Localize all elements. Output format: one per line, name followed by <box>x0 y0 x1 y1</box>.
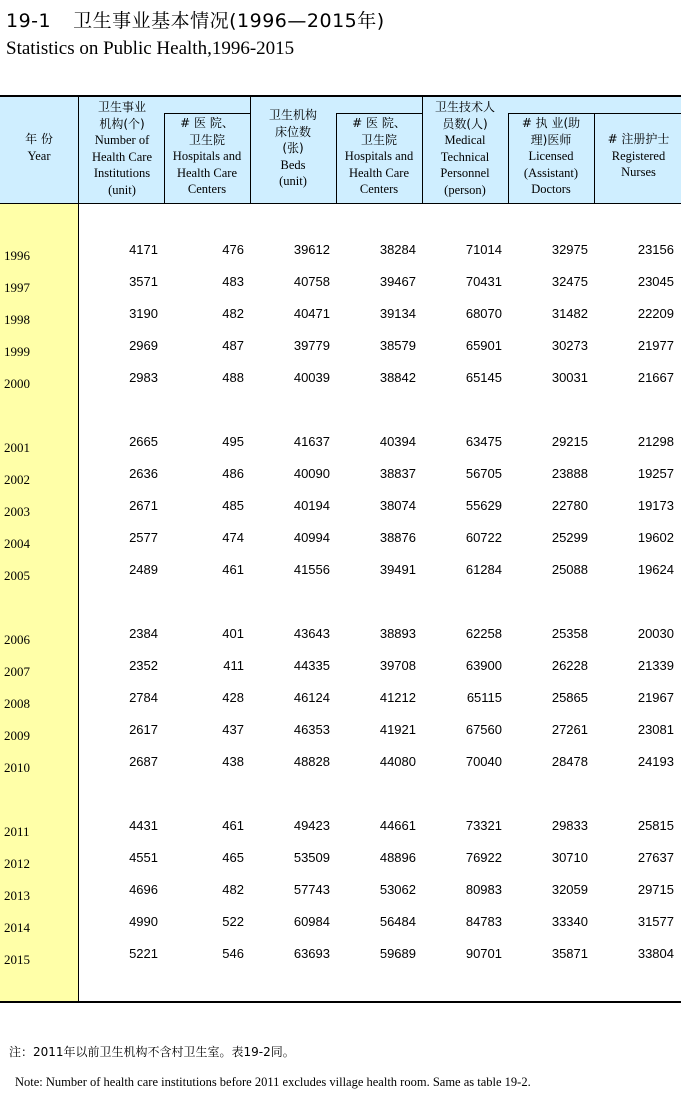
table-row <box>0 530 681 550</box>
note-english: Note: Number of health care institutions before 2011 excludes village health room. Same as table 19-2. <box>15 1075 531 1089</box>
row-value: 21967 <box>637 690 674 705</box>
row-value: 33804 <box>637 946 674 961</box>
row-value: 63900 <box>465 658 502 673</box>
title-chinese-text: 卫生事业基本情况(1996—2015年) <box>73 10 385 32</box>
header-divider <box>78 97 79 203</box>
row-value: 38876 <box>379 530 416 545</box>
row-value: 38837 <box>379 466 416 481</box>
row-value: 25815 <box>637 818 674 833</box>
row-value: 23156 <box>637 242 674 257</box>
header-divider <box>336 113 337 203</box>
row-value: 2687 <box>129 754 158 769</box>
row-value: 59689 <box>379 946 416 961</box>
table-number: 19-1 <box>6 10 52 32</box>
note-chinese: 注：2011年以前卫生机构不含村卫生室。表19-2同。 <box>9 1045 295 1059</box>
row-value: 25088 <box>551 562 588 577</box>
row-year: 2000 <box>4 376 30 391</box>
header-doctors <box>510 115 592 198</box>
row-year: 2011 <box>4 824 30 839</box>
row-value: 31482 <box>551 306 588 321</box>
header-inst-hospitals-en: Hospitals and Health Care Centers <box>172 149 242 196</box>
header-subrule <box>336 113 422 114</box>
row-value: 23888 <box>551 466 588 481</box>
row-year: 2013 <box>4 888 30 903</box>
table-row <box>0 754 681 774</box>
row-value: 21298 <box>637 434 674 449</box>
row-year: 2010 <box>4 760 30 775</box>
row-value: 40994 <box>293 530 330 545</box>
header-doctors-cn: # 执 业(助理)医师 <box>521 116 581 147</box>
header-beds-hospitals-en: Hospitals and Health Care Centers <box>344 149 414 196</box>
row-value: 35871 <box>551 946 588 961</box>
row-value: 39779 <box>293 338 330 353</box>
row-value: 32975 <box>551 242 588 257</box>
row-value: 70431 <box>465 274 502 289</box>
header-institutions <box>82 99 162 198</box>
row-value: 19602 <box>637 530 674 545</box>
row-year: 2006 <box>4 632 30 647</box>
row-value: 2577 <box>129 530 158 545</box>
row-value: 40090 <box>293 466 330 481</box>
row-year: 1997 <box>4 280 30 295</box>
header-subrule <box>508 113 681 114</box>
row-value: 546 <box>222 946 244 961</box>
row-value: 39491 <box>379 562 416 577</box>
row-value: 49423 <box>293 818 330 833</box>
row-value: 65115 <box>466 690 502 705</box>
statistics-table <box>0 95 681 1003</box>
row-year: 2007 <box>4 664 30 679</box>
row-value: 56705 <box>465 466 502 481</box>
row-value: 2352 <box>129 658 158 673</box>
row-value: 41921 <box>379 722 416 737</box>
row-value: 39467 <box>379 274 416 289</box>
row-value: 438 <box>222 754 244 769</box>
row-value: 482 <box>222 882 244 897</box>
table-bottom-rule <box>0 1001 681 1003</box>
row-value: 25299 <box>551 530 588 545</box>
row-value: 67560 <box>465 722 502 737</box>
row-value: 482 <box>222 306 244 321</box>
row-value: 411 <box>223 658 244 673</box>
row-value: 2671 <box>129 498 158 513</box>
row-value: 63693 <box>293 946 330 961</box>
row-value: 41556 <box>293 562 330 577</box>
row-value: 41212 <box>379 690 416 705</box>
row-value: 22209 <box>637 306 674 321</box>
row-value: 30031 <box>551 370 588 385</box>
row-value: 21339 <box>637 658 674 673</box>
row-year: 2002 <box>4 472 30 487</box>
row-value: 73321 <box>465 818 502 833</box>
row-value: 428 <box>222 690 244 705</box>
header-personnel-en: Medical Technical Personnel (person) <box>440 133 490 197</box>
row-value: 40194 <box>293 498 330 513</box>
row-value: 476 <box>222 242 244 257</box>
row-value: 65901 <box>465 338 502 353</box>
row-value: 43643 <box>293 626 330 641</box>
row-value: 53509 <box>293 850 330 865</box>
row-value: 40039 <box>293 370 330 385</box>
table-row <box>0 498 681 518</box>
header-institutions-cn: 卫生事业机构(个) <box>97 100 146 131</box>
row-value: 19624 <box>637 562 674 577</box>
table-row <box>0 882 681 902</box>
row-value: 55629 <box>465 498 502 513</box>
header-divider <box>508 113 509 203</box>
title-english: Statistics on Public Health,1996-2015 <box>6 38 295 59</box>
row-value: 24193 <box>637 754 674 769</box>
table-row <box>0 722 681 742</box>
table-row <box>0 690 681 710</box>
row-value: 522 <box>222 914 244 929</box>
row-value: 48896 <box>379 850 416 865</box>
row-value: 38284 <box>379 242 416 257</box>
row-value: 27637 <box>637 850 674 865</box>
table-row <box>0 914 681 934</box>
table-row <box>0 338 681 358</box>
row-value: 39612 <box>293 242 330 257</box>
row-value: 25865 <box>551 690 588 705</box>
row-value: 2384 <box>129 626 158 641</box>
row-year: 2004 <box>4 536 30 551</box>
row-value: 487 <box>222 338 244 353</box>
row-value: 461 <box>222 818 244 833</box>
row-value: 20030 <box>637 626 674 641</box>
header-divider <box>594 113 595 203</box>
row-value: 27261 <box>551 722 588 737</box>
row-value: 23045 <box>637 274 674 289</box>
row-value: 44661 <box>379 818 416 833</box>
row-value: 46124 <box>293 690 330 705</box>
row-value: 28478 <box>551 754 588 769</box>
row-value: 2636 <box>129 466 158 481</box>
row-value: 33340 <box>551 914 588 929</box>
header-beds-en: Beds (unit) <box>279 157 307 188</box>
header-divider <box>250 97 251 203</box>
row-value: 62258 <box>465 626 502 641</box>
table-row <box>0 626 681 646</box>
row-value: 2983 <box>129 370 158 385</box>
row-year: 1996 <box>4 248 30 263</box>
row-value: 2617 <box>129 722 158 737</box>
header-personnel-cn: 卫生技术人员数(人) <box>434 100 495 131</box>
row-value: 461 <box>222 562 244 577</box>
row-value: 26228 <box>551 658 588 673</box>
row-value: 474 <box>222 530 244 545</box>
row-value: 4431 <box>129 818 158 833</box>
header-nurses <box>596 131 681 181</box>
row-value: 29715 <box>637 882 674 897</box>
row-value: 437 <box>222 722 244 737</box>
row-value: 84783 <box>465 914 502 929</box>
row-value: 25358 <box>551 626 588 641</box>
header-beds <box>254 107 332 190</box>
row-value: 90701 <box>465 946 502 961</box>
row-value: 485 <box>222 498 244 513</box>
row-value: 46353 <box>293 722 330 737</box>
row-value: 48828 <box>293 754 330 769</box>
row-value: 61284 <box>465 562 502 577</box>
row-year: 2001 <box>4 440 30 455</box>
row-value: 41637 <box>293 434 330 449</box>
row-value: 21977 <box>637 338 674 353</box>
row-value: 465 <box>222 850 244 865</box>
row-value: 32475 <box>551 274 588 289</box>
row-value: 68070 <box>465 306 502 321</box>
header-year <box>0 131 78 164</box>
row-value: 486 <box>222 466 244 481</box>
table-row <box>0 274 681 294</box>
row-value: 3190 <box>129 306 158 321</box>
row-value: 19173 <box>637 498 674 513</box>
row-value: 40394 <box>379 434 416 449</box>
header-inst-hospitals-cn: # 医 院、卫生院 <box>180 116 234 147</box>
row-year: 1998 <box>4 312 30 327</box>
row-value: 19257 <box>637 466 674 481</box>
row-value: 38579 <box>379 338 416 353</box>
header-year-en: Year <box>27 148 51 163</box>
table-row <box>0 946 681 966</box>
row-value: 4551 <box>129 850 158 865</box>
header-subrule <box>164 113 250 114</box>
row-value: 40471 <box>293 306 330 321</box>
row-year: 2008 <box>4 696 30 711</box>
table-row <box>0 466 681 486</box>
row-value: 495 <box>222 434 244 449</box>
row-value: 38074 <box>379 498 416 513</box>
row-value: 4990 <box>129 914 158 929</box>
row-value: 71014 <box>465 242 502 257</box>
row-year: 2015 <box>4 952 30 967</box>
row-value: 56484 <box>379 914 416 929</box>
row-value: 21667 <box>637 370 674 385</box>
header-beds-hospitals-cn: # 医 院、卫生院 <box>352 116 406 147</box>
row-value: 22780 <box>551 498 588 513</box>
row-value: 2784 <box>129 690 158 705</box>
row-value: 29833 <box>551 818 588 833</box>
row-value: 5221 <box>129 946 158 961</box>
table-row <box>0 850 681 870</box>
header-divider <box>422 97 423 203</box>
row-value: 30273 <box>551 338 588 353</box>
header-beds-hospitals <box>338 115 420 198</box>
row-value: 40758 <box>293 274 330 289</box>
row-value: 401 <box>222 626 244 641</box>
table-row <box>0 370 681 390</box>
row-value: 4696 <box>129 882 158 897</box>
row-value: 4171 <box>129 242 158 257</box>
row-value: 60722 <box>465 530 502 545</box>
header-inst-hospitals <box>166 115 248 198</box>
row-value: 39708 <box>379 658 416 673</box>
row-value: 44335 <box>293 658 330 673</box>
row-value: 57743 <box>293 882 330 897</box>
row-value: 32059 <box>551 882 588 897</box>
row-year: 1999 <box>4 344 30 359</box>
row-value: 29215 <box>551 434 588 449</box>
title-chinese <box>6 6 385 33</box>
row-value: 63475 <box>465 434 502 449</box>
row-value: 60984 <box>293 914 330 929</box>
table-row <box>0 306 681 326</box>
row-value: 23081 <box>637 722 674 737</box>
row-value: 53062 <box>379 882 416 897</box>
table-row <box>0 242 681 262</box>
row-year: 2005 <box>4 568 30 583</box>
row-value: 30710 <box>551 850 588 865</box>
header-beds-cn: 卫生机构床位数(张) <box>268 108 317 155</box>
header-personnel <box>426 99 504 198</box>
header-bottom-rule <box>0 203 681 204</box>
row-value: 76922 <box>465 850 502 865</box>
row-value: 39134 <box>379 306 416 321</box>
row-value: 65145 <box>465 370 502 385</box>
row-value: 2489 <box>129 562 158 577</box>
row-year: 2012 <box>4 856 30 871</box>
row-value: 2969 <box>129 338 158 353</box>
table-row <box>0 818 681 838</box>
row-value: 3571 <box>129 274 158 289</box>
table-top-rule <box>0 95 681 97</box>
row-value: 488 <box>222 370 244 385</box>
header-nurses-en: Registered Nurses <box>611 148 666 179</box>
table-row <box>0 658 681 678</box>
header-divider <box>164 113 165 203</box>
header-nurses-cn: # 注册护士 <box>607 132 670 146</box>
row-year: 2009 <box>4 728 30 743</box>
row-value: 44080 <box>379 754 416 769</box>
row-value: 38842 <box>379 370 416 385</box>
row-value: 38893 <box>379 626 416 641</box>
header-year-cn: 年 份 <box>25 132 53 146</box>
header-institutions-en: Number of Health Care Institutions (unit) <box>91 133 153 197</box>
table-row <box>0 562 681 582</box>
row-year: 2003 <box>4 504 30 519</box>
row-value: 2665 <box>129 434 158 449</box>
row-value: 80983 <box>465 882 502 897</box>
row-year: 2014 <box>4 920 30 935</box>
table-row <box>0 434 681 454</box>
row-value: 70040 <box>465 754 502 769</box>
row-value: 483 <box>222 274 244 289</box>
header-doctors-en: Licensed (Assistant) Doctors <box>523 149 579 196</box>
row-value: 31577 <box>637 914 674 929</box>
